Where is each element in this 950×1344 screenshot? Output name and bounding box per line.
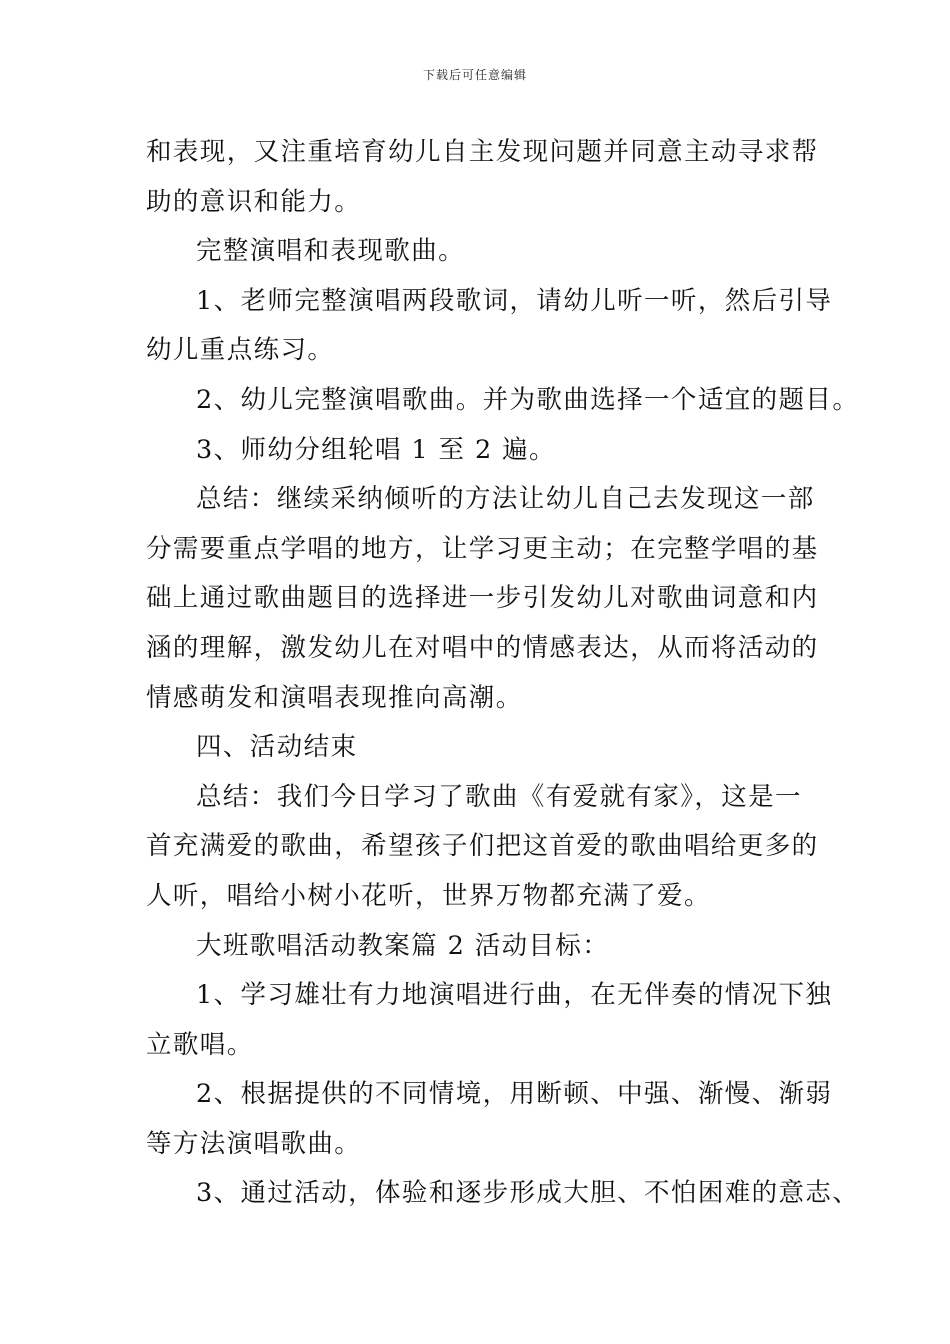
text-line: 助的意识和能力。 xyxy=(146,186,362,217)
text-line: 总结：我们今日学习了歌曲《有爱就有家》，这是一 xyxy=(196,781,802,812)
text-line: 1、学习雄壮有力地演唱进行曲，在无伴奏的情况下独 xyxy=(196,980,833,1011)
text-line: 3、通过活动，体验和逐步形成大胆、不怕困难的意志、 xyxy=(196,1178,860,1209)
text-line: 完整演唱和表现歌曲。 xyxy=(196,236,466,267)
text-line: 2、幼儿完整演唱歌曲。并为歌曲选择一个适宜的题目。 xyxy=(196,384,860,415)
text-line: 立歌唱。 xyxy=(146,1029,254,1060)
text-line: 分需要重点学唱的地方，让学习更主动；在完整学唱的基 xyxy=(146,533,819,564)
page-header-note: 下载后可任意编辑 xyxy=(422,68,527,82)
document-body xyxy=(146,128,860,1219)
text-line: 2、根据提供的不同情境，用断顿、中强、渐慢、渐弱 xyxy=(196,1079,833,1110)
text-line: 情感萌发和演唱表现推向高潮。 xyxy=(146,682,523,713)
text-line: 幼儿重点练习。 xyxy=(146,335,335,366)
text-line: 础上通过歌曲题目的选择进一步引发幼儿对歌曲词意和内 xyxy=(146,583,819,614)
text-line: 总结：继续采纳倾听的方法让幼儿自己去发现这一部 xyxy=(196,484,815,515)
section-heading: 大班歌唱活动教案篇 2 活动目标： xyxy=(196,930,610,961)
text-line: 人听，唱给小树小花听，世界万物都充满了爱。 xyxy=(146,880,711,911)
text-line: 3、师幼分组轮唱 1 至 2 遍。 xyxy=(196,434,556,465)
section-heading: 四、活动结束 xyxy=(196,732,358,763)
text-line: 和表现，又注重培育幼儿自主发现问题并同意主动寻求帮 xyxy=(146,137,819,167)
text-line: 涵的理解，激发幼儿在对唱中的情感表达，从而将活动的 xyxy=(146,632,819,663)
text-line: 首充满爱的歌曲，希望孩子们把这首爱的歌曲唱给更多的 xyxy=(146,831,819,862)
text-line: 1、老师完整演唱两段歌词，请幼儿听一听，然后引导 xyxy=(196,285,833,316)
text-line: 等方法演唱歌曲。 xyxy=(146,1128,362,1159)
